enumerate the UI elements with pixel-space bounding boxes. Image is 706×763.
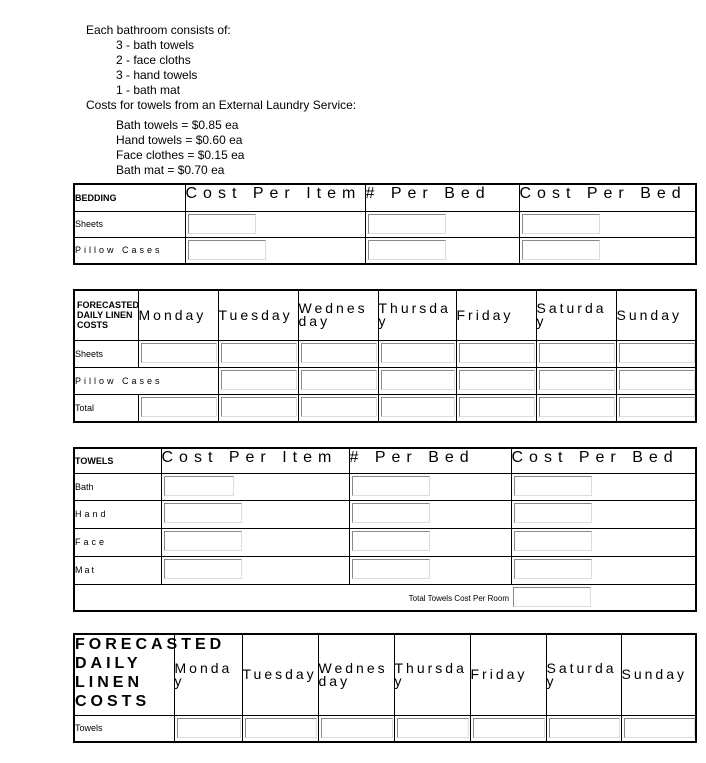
towels-input[interactable] [514,531,592,551]
forecast-title: FORECASTED DAILY LINEN COSTS [74,634,174,715]
bedding-sheets-cost-cell [185,211,365,237]
forecast-input[interactable] [321,718,393,738]
linen-input[interactable] [619,397,695,417]
linen-input[interactable] [301,397,377,417]
towels-input[interactable] [164,503,242,523]
towels-total-label-cell [74,584,511,611]
forecast-input[interactable] [624,718,695,738]
linen-row-label: Sheets [74,340,138,367]
bedding-sheets-cost-input[interactable] [188,214,256,234]
linen-cell [298,340,378,367]
towels-cell [161,556,349,584]
forecast-cell [318,715,394,742]
linen-input[interactable] [221,343,297,363]
forecast-cell [174,715,242,742]
bedding-col-cost-per-item: Cost Per Item [185,184,365,211]
linen-day: Wednesday [298,290,378,340]
linen-input[interactable] [619,343,695,363]
towels-input[interactable] [514,559,592,579]
linen-day: Friday [456,290,536,340]
linen-cell [616,367,696,394]
towels-cell [349,473,511,500]
bedding-pillow-perbed-input[interactable] [368,240,446,260]
towels-cell [161,500,349,528]
intro-item: 1 - bath mat [116,83,181,97]
linen-title: FORECASTED DAILY LINEN COSTS [74,290,138,340]
towels-title: TOWELS [74,448,161,473]
towels-input[interactable] [514,503,592,523]
bedding-table [73,183,697,265]
forecast-input[interactable] [473,718,545,738]
towels-input[interactable] [352,559,430,579]
linen-input[interactable] [381,370,455,390]
linen-cell [378,340,456,367]
costs-heading: Costs for towels from an External Laundry Service: [86,98,357,112]
bedding-sheets-perbed-input[interactable] [368,214,446,234]
bedding-pillow-cost-input[interactable] [188,240,266,260]
towels-input[interactable] [164,559,242,579]
linen-input[interactable] [301,370,377,390]
linen-input[interactable] [221,397,297,417]
linen-cell [298,394,378,422]
linen-cell [456,340,536,367]
linen-cell [456,367,536,394]
bedding-row-label: Sheets [74,211,185,237]
towels-row-label: Mat [74,556,161,584]
bedding-pillow-costbed-input[interactable] [522,240,600,260]
bedding-col-cost-per-bed: Cost Per Bed [519,184,696,211]
cost-item: Hand towels = $0.60 ea [116,133,243,147]
linen-input[interactable] [141,343,217,363]
intro-heading: Each bathroom consists of: [86,23,231,37]
towels-cell [161,528,349,556]
linen-day: Monday [138,290,218,340]
forecast-day: Monday [174,634,242,715]
intro-item: 2 - face cloths [116,53,191,67]
bedding-row-label: Pillow Cases [74,237,185,264]
towels-col-per-bed: # Per Bed [349,448,511,473]
linen-input[interactable] [619,370,695,390]
forecast-day: Wednesday [318,634,394,715]
linen-input[interactable] [539,370,615,390]
intro-item: 3 - bath towels [116,38,195,52]
towels-total-label: Total Towels Cost Per Room [408,594,509,604]
linen-input[interactable] [221,370,297,390]
towels-input[interactable] [164,531,242,551]
linen-cell [616,394,696,422]
towels-row-label: Face [74,528,161,556]
bedding-sheets-costbed-cell [519,211,696,237]
linen-day: Tuesday [218,290,298,340]
linen-cell [218,367,298,394]
linen-cell [138,394,218,422]
forecast-day: Saturday [546,634,621,715]
linen-cell [536,340,616,367]
forecast-input[interactable] [177,718,241,738]
linen-input[interactable] [539,397,615,417]
forecast-input[interactable] [245,718,317,738]
linen-cell [378,394,456,422]
forecast-input[interactable] [397,718,469,738]
linen-cell [138,340,218,367]
forecast-day: Sunday [621,634,696,715]
bedding-pillow-cost-cell [185,237,365,264]
towels-input[interactable] [352,476,430,496]
intro-item: 3 - hand towels [116,68,198,82]
towels-table [73,447,697,612]
linen-cell [218,340,298,367]
linen-day: Sunday [616,290,696,340]
linen-cell [536,394,616,422]
cost-item: Bath mat = $0.70 ea [116,163,225,177]
towels-input[interactable] [164,476,234,496]
linen-cell [218,394,298,422]
forecast-input[interactable] [549,718,620,738]
towels-input[interactable] [352,503,430,523]
forecast-row-label: Towels [74,715,174,742]
forecast-cell [470,715,546,742]
linen-row-label: Pillow Cases [74,367,218,394]
forecast-cell [394,715,470,742]
towels-total-cell [511,584,696,611]
linen-input[interactable] [141,397,217,417]
bedding-sheets-costbed-input[interactable] [522,214,600,234]
linen-input[interactable] [459,397,535,417]
forecast-cell [621,715,696,742]
forecast-cell [242,715,318,742]
linen-input[interactable] [459,343,535,363]
bedding-sheets-perbed-cell [365,211,519,237]
forecast-day: Thursday [394,634,470,715]
forecast-day: Tuesday [242,634,318,715]
cost-item: Bath towels = $0.85 ea [116,118,239,132]
linen-table [73,289,697,423]
bedding-title: BEDDING [74,184,185,211]
linen-input[interactable] [381,397,455,417]
towels-input[interactable] [352,531,430,551]
towels-row-label: Hand [74,500,161,528]
towels-cell [349,528,511,556]
towels-col-cost-per-bed: Cost Per Bed [511,448,696,473]
linen-cell [298,367,378,394]
towels-col-cost-per-item: Cost Per Item [161,448,349,473]
towels-cell [161,473,349,500]
towels-cell [511,528,696,556]
linen-cell [536,367,616,394]
towels-cell [511,556,696,584]
forecast-table [73,633,697,743]
towels-cell [349,500,511,528]
towels-cell [349,556,511,584]
linen-input[interactable] [539,343,615,363]
bedding-pillow-perbed-cell [365,237,519,264]
linen-input[interactable] [459,370,535,390]
towels-cell [511,473,696,500]
linen-cell [456,394,536,422]
linen-cell [616,340,696,367]
bedding-col-per-bed: # Per Bed [365,184,519,211]
linen-cell [378,367,456,394]
towels-row-label: Bath [74,473,161,500]
cost-item: Face clothes = $0.15 ea [116,148,245,162]
forecast-day: Friday [470,634,546,715]
forecast-cell [546,715,621,742]
towels-cell [511,500,696,528]
linen-day: Thursday [378,290,456,340]
bedding-pillow-costbed-cell [519,237,696,264]
towels-total-input[interactable] [513,587,591,607]
linen-row-label: Total [74,394,138,422]
towels-input[interactable] [514,476,592,496]
linen-day: Saturday [536,290,616,340]
linen-input[interactable] [301,343,377,363]
linen-input[interactable] [381,343,455,363]
